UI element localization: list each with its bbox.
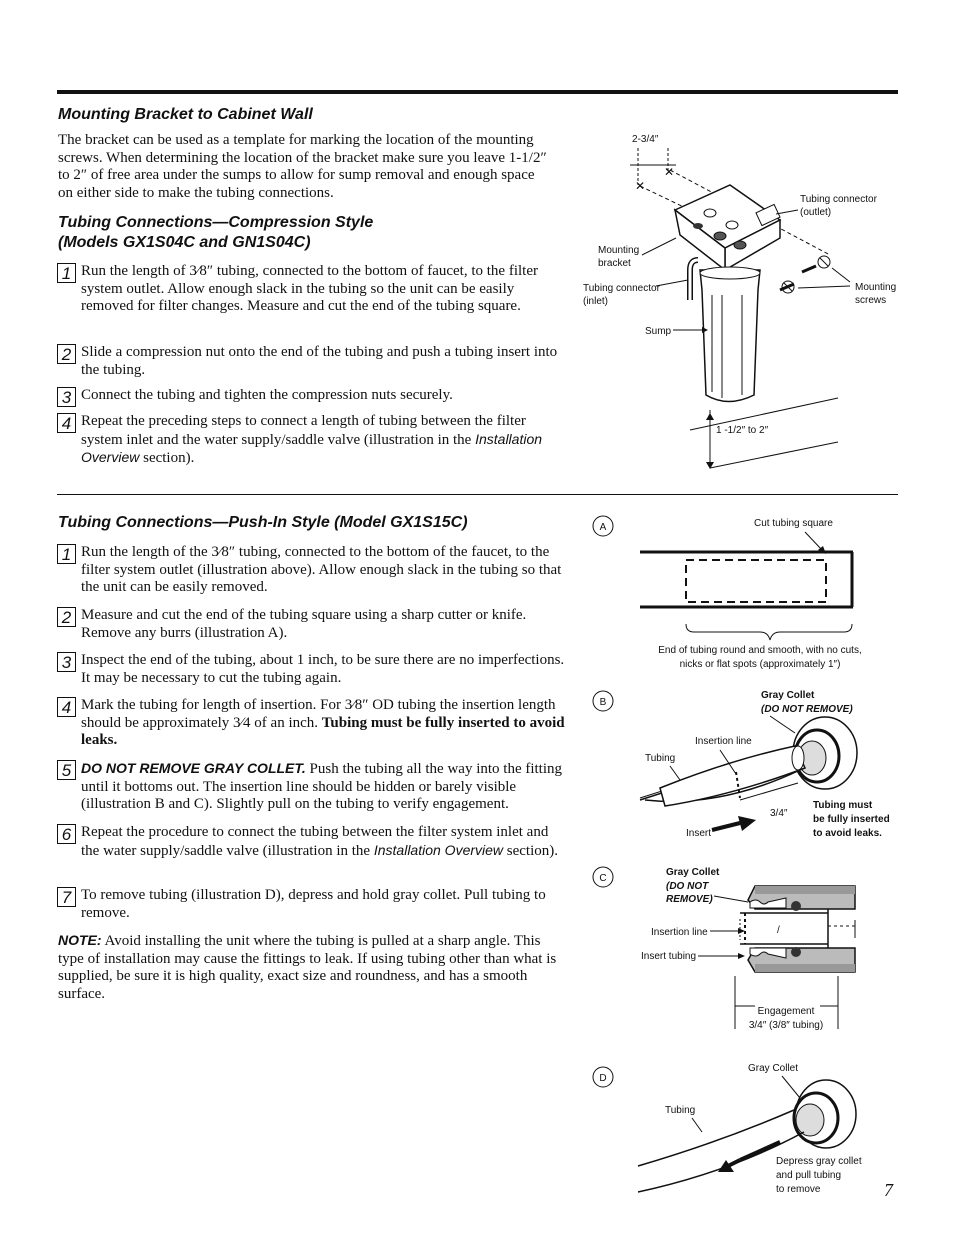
step-number: 3 (57, 387, 76, 407)
do-not-remove-collet-lead: DO NOT REMOVE GRAY COLLET. (81, 760, 306, 776)
illustration-letter-d: D (599, 1073, 607, 1084)
illustration-letter-c: C (599, 873, 607, 884)
installation-overview-ref: Installation Overview (81, 430, 543, 465)
dim-3-4-label: 3/4″ (770, 808, 788, 819)
step-number: 5 (57, 760, 76, 780)
cut-tubing-square-label: Cut tubing square (754, 518, 833, 529)
insertion-line-label: Insertion line (651, 927, 708, 938)
sump-label: Sump (645, 326, 672, 337)
tubing-label: Tubing (645, 753, 676, 764)
step-text-part: Push the tubing all the way into the fitting until it bottoms out. The insertion line should be hidden or barely visible (illustration B and C). Slightly pull on the tubing to verify engagement. (81, 761, 563, 812)
tubing-connector-outlet-label: Tubing connector (outlet) (800, 194, 877, 218)
step-text (81, 413, 565, 468)
svg-text:✕: ✕ (635, 179, 646, 193)
step-text: Run the length of 3⁄8″ tubing, connected to the bottom of faucet, to the filter system outlet. Allow enough slack in the tubing so the unit can be easily removed for filter changes. Measure and cut the end of the tubing square. (81, 263, 538, 314)
fully-inserted-warning: Tubing must be fully inserted to avoid leaks. (813, 800, 890, 839)
slash-mark: / (777, 925, 780, 936)
gray-collet-label: Gray Collet (666, 867, 720, 878)
step-text-part: Repeat the preceding steps to connect a length of tubing between the filter system inlet and the water supply/saddle valve (illustration in the (81, 413, 526, 448)
note-paragraph (58, 932, 558, 1003)
step-text: Measure and cut the end of the tubing square using a sharp cutter or knife. Remove any burrs (illustration A). (81, 607, 527, 641)
illustration-letter-b: B (599, 697, 607, 708)
depress-collet-caption: Depress gray collet and pull tubing to remove (776, 1156, 862, 1195)
step-number: 3 (57, 652, 76, 672)
do-not-remove-label: (DO NOT REMOVE) (666, 881, 713, 905)
step-text-part: section). (503, 842, 559, 859)
installation-overview-ref: Installation Overview (373, 841, 504, 858)
mounting-screws-label: Mounting screws (855, 282, 897, 306)
svg-text:✕: ✕ (664, 165, 675, 179)
step-text: Run the length of the 3⁄8″ tubing, connected to the bottom of the faucet, to the filter system outlet (illustration above). Allow enough slack in the tubing so that the unit can be easily removed. (81, 544, 562, 595)
note-text: Avoid installing the unit where the tubing is pulled at a sharp angle. This type of installation may cause the fittings to leak. If using tubing other than what is supplied, be sure it is high quality, exact size and roundness, and has a smooth surface. (58, 933, 557, 1002)
step-text: To remove tubing (illustration D), depress and hold gray collet. Pull tubing to remove. (81, 887, 546, 921)
step-text: Inspect the end of the tubing, about 1 inch, to be sure there are no imperfections. It may be necessary to cut the tubing again. (81, 652, 565, 686)
note-lead: NOTE: (58, 932, 102, 948)
push-in-style-heading: Tubing Connections—Push-In Style (Model GX1S15C) (58, 514, 468, 531)
mounting-bracket-text: The bracket can be used as a template for marking the location of the mounting screws. When determining the location of the bracket make sure you leave 1-1/2″ to 2″ of free area under the sumps to allow for sump removal and enough space on either side to make the tubing connections. (58, 132, 547, 201)
illustration-a (590, 512, 880, 672)
mounting-bracket-label: Mounting bracket (598, 245, 640, 269)
engagement-label: Engagement 3/4″ (3/8″ tubing) (748, 1006, 824, 1031)
step-number: 6 (57, 824, 76, 844)
tubing-connector-inlet-label: Tubing connector (inlet) (583, 283, 660, 307)
step-text (81, 697, 565, 750)
insert-tubing-label: Insert tubing (641, 951, 697, 962)
step-number: 7 (57, 887, 76, 907)
illustration-b (590, 688, 900, 848)
illustration-letter-a: A (599, 522, 607, 533)
step-number: 2 (57, 344, 76, 364)
step-number: 4 (57, 697, 76, 717)
insert-label: Insert (686, 828, 712, 839)
dim-1-1-2-to-2-label: 1 -1/2″ to 2″ (716, 425, 769, 436)
step-number: 4 (57, 413, 76, 433)
do-not-remove-label: (DO NOT REMOVE) (761, 704, 853, 715)
gray-collet-label: Gray Collet (761, 690, 815, 701)
step-text-part: Mark the tubing for length of insertion. For 3⁄8″ OD tubing the insertion length should be approximately 3⁄4 of an inch. (81, 697, 556, 731)
tubing-label: Tubing (665, 1105, 696, 1116)
page-number: 7 (884, 1180, 893, 1200)
insertion-line-label: Insertion line (695, 736, 752, 747)
step-text: Slide a compression nut onto the end of the tubing and push a tubing insert into the tubing. (81, 344, 558, 378)
dim-2-3-4-label: 2-3/4″ (632, 134, 659, 145)
end-of-tubing-caption: End of tubing round and smooth, with no cuts, nicks or flat spots (approximately 1″) (658, 645, 862, 670)
illustration-d (590, 1062, 890, 1202)
step-text-part: Repeat the procedure to connect the tubing between the filter system inlet and the water supply/saddle valve (illustration in the (81, 824, 549, 859)
insertion-warning: Tubing must be fully inserted to avoid leaks. (81, 714, 565, 748)
step-text (81, 760, 565, 814)
compression-style-heading (58, 213, 373, 253)
step-text-part: section). (139, 450, 195, 466)
bracket-illustration (580, 130, 900, 475)
step-text (81, 824, 565, 860)
compression-heading-line2: (Models GX1S04C and GN1S04C) (58, 234, 311, 251)
step-number: 2 (57, 607, 76, 627)
step-number: 1 (57, 263, 76, 283)
step-number: 1 (57, 544, 76, 564)
top-rule (57, 90, 898, 94)
mounting-bracket-heading: Mounting Bracket to Cabinet Wall (58, 106, 313, 123)
illustration-c (590, 864, 890, 1039)
gray-collet-label: Gray Collet (748, 1063, 799, 1074)
step-text: Connect the tubing and tighten the compression nuts securely. (81, 387, 453, 403)
section-divider (57, 494, 898, 495)
compression-heading-line1: Tubing Connections—Compression Style (58, 214, 374, 231)
